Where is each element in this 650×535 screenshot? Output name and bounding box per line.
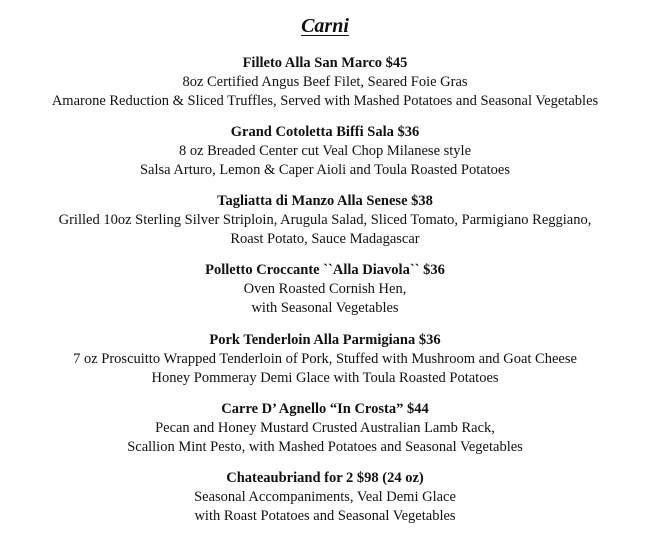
menu-item-description-line: Oven Roasted Cornish Hen, [243,281,407,297]
menu-item-pork-tenderloin [0,330,650,388]
menu-item-description-line: Amarone Reduction & Sliced Truffles, Served with Mashed Potatoes and Seasonal Vegetables [51,93,599,109]
menu-item-cotoletta [0,122,650,180]
menu-item-description-line: 8oz Certified Angus Beef Filet, Seared Foie Gras [182,74,468,90]
menu-item-description-line: with Seasonal Vegetables [251,300,399,316]
menu-item-name: Polletto Croccante ``Alla Diavola`` $36 [205,262,445,278]
menu-item-name: Pork Tenderloin Alla Parmigiana $36 [209,332,441,348]
menu-item-name: Chateaubriand for 2 $98 (24 oz) [226,470,424,486]
menu-item-name: Tagliatta di Manzo Alla Senese $38 [217,193,433,209]
menu-item-description-line: with Roast Potatoes and Seasonal Vegetables [194,508,456,524]
menu-item-carre-agnello [0,399,650,457]
menu-item-chateaubriand [0,468,650,526]
menu-item-description-line: 8 oz Breaded Center cut Veal Chop Milanese style [178,143,472,159]
menu-item-name: Carre D’ Agnello “In Crosta” $44 [221,401,429,417]
menu-item-description-line: Grilled 10oz Sterling Silver Striploin, Arugula Salad, Sliced Tomato, Parmigiano Reggiano, [58,212,592,228]
menu-item-polletto [0,260,650,318]
menu-item-filleto [0,53,650,111]
section-title: Carni [301,15,349,37]
menu-item-description-line: 7 oz Proscuitto Wrapped Tenderloin of Pork, Stuffed with Mushroom and Goat Cheese [73,351,577,367]
menu-item-tagliatta [0,191,650,249]
menu-item-name: Filleto Alla San Marco $45 [242,55,408,71]
menu-item-name: Grand Cotoletta Biffi Sala $36 [230,124,420,140]
menu-item-description-line: Salsa Arturo, Lemon & Caper Aioli and Toula Roasted Potatoes [139,162,511,178]
menu-item-description-line: Scallion Mint Pesto, with Mashed Potatoes and Seasonal Vegetables [127,439,523,455]
menu-item-description-line: Roast Potato, Sauce Madagascar [230,231,420,247]
menu-item-description-line: Honey Pommeray Demi Glace with Toula Roasted Potatoes [151,370,499,386]
menu-item-description-line: Seasonal Accompaniments, Veal Demi Glace [194,489,456,505]
menu-item-description-line: Pecan and Honey Mustard Crusted Australian Lamb Rack, [155,420,495,436]
